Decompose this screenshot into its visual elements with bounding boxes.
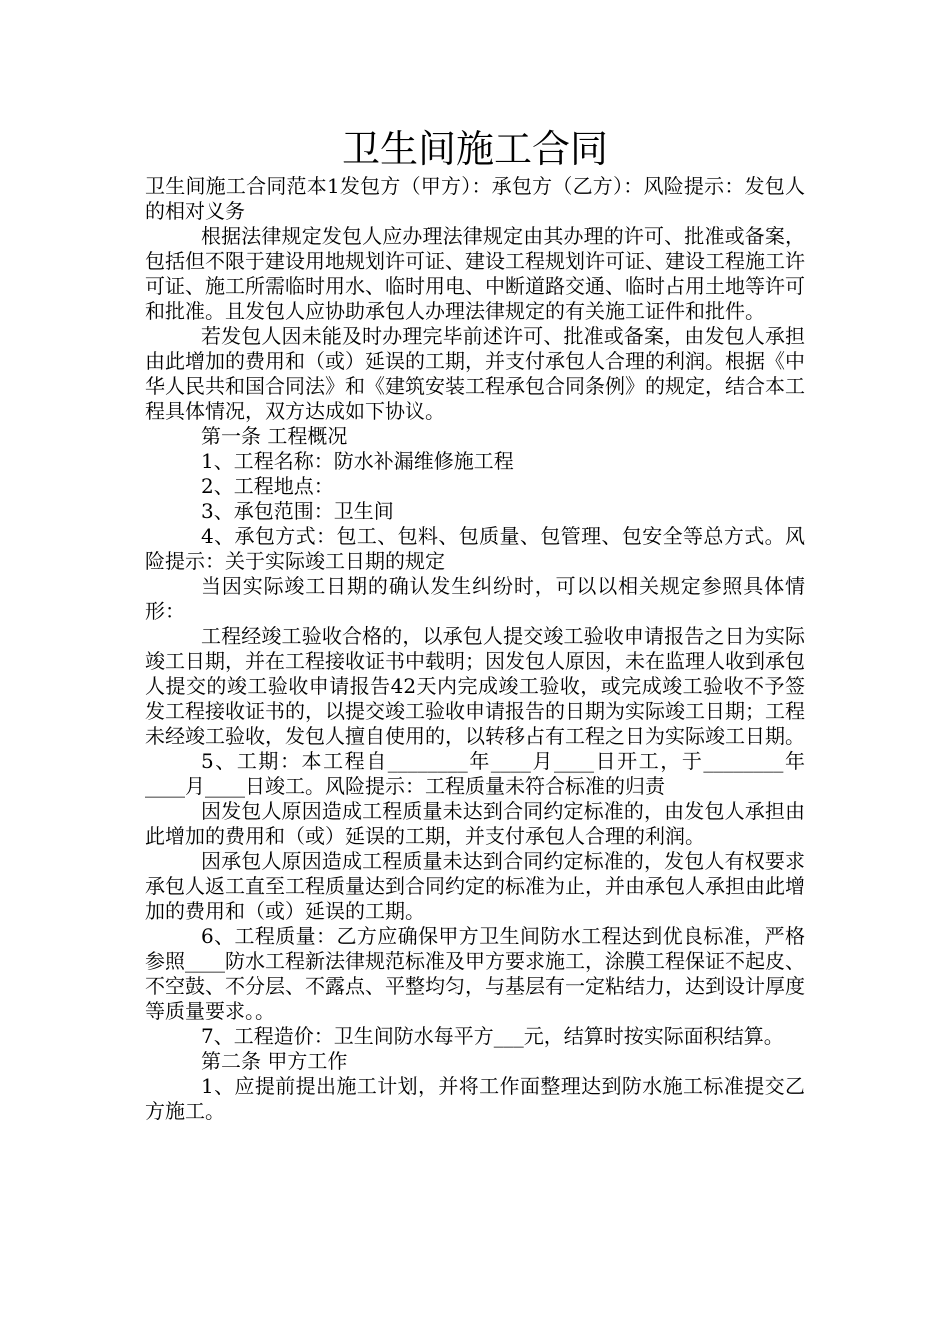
article-2-heading: 第二条 甲方工作 <box>201 1049 348 1073</box>
clause-project-name: 1、工程名称：防水补漏维修施工程 <box>201 449 514 473</box>
clause-contract-scope: 3、承包范围：卫生间 <box>201 499 394 523</box>
paragraph-intro: 卫生间施工合同范本1发包方（甲方）：承包方（乙方）：风险提示：发包人的相对义务 <box>145 174 805 223</box>
document-title: 卫生间施工合同 <box>341 127 608 171</box>
article-1-heading: 第一条 工程概况 <box>201 424 348 448</box>
paragraph-contractor-fault: 因承包人原因造成工程质量未达到合同约定标准的，发包人有权要求承包人返工直至工程质量达到合同约定的标准为止，并由承包人承担由此增加的费用和（或）延误的工期。 <box>145 849 805 923</box>
clause-quality: 6、工程质量：乙方应确保甲方卫生间防水工程达到优良标准，严格参照____防水工程新法律规范标准及甲方要求施工，涂膜工程保证不起皮、不空鼓、不分层、不露点、平整均匀，与基层有一定粘结力，达到设计厚度等质量要求。。 <box>145 924 805 1023</box>
clause-price: 7、工程造价：卫生间防水每平方___元，结算时按实际面积结算。 <box>201 1024 784 1048</box>
clause-party-a-duty-1: 1、应提前提出施工计划，并将工作面整理达到防水施工标准提交乙方施工。 <box>145 1074 805 1123</box>
document-body <box>145 174 805 1124</box>
paragraph-delay-liability: 若发包人因未能及时办理完毕前述许可、批准或备案，由发包人承担由此增加的费用和（或）延误的工期，并支付承包人合理的利润。根据《中华人民共和国合同法》和《建筑安装工程承包合同条例》的规定，结合本工程具体情况，双方达成如下协议。 <box>145 324 805 423</box>
clause-schedule: 5、工期：本工程自________年____月____日开工，于________年____月____日竣工。风险提示：工程质量未符合标准的归责 <box>145 749 805 798</box>
paragraph-employer-fault: 因发包人原因造成工程质量未达到合同约定标准的，由发包人承担由此增加的费用和（或）延误的工期，并支付承包人合理的利润。 <box>145 799 805 848</box>
paragraph-completion-date-rules: 工程经竣工验收合格的，以承包人提交竣工验收申请报告之日为实际竣工日期，并在工程接收证书中载明；因发包人原因，未在监理人收到承包人提交的竣工验收申请报告42天内完成竣工验收，或完成竣工验收不予签发工程接收证书的，以提交竣工验收申请报告的日期为实际竣工日期；工程未经竣工验收，发包人擅自使用的，以转移占有工程之日为实际竣工日期。 <box>145 624 805 748</box>
paragraph-permits: 根据法律规定发包人应办理法律规定由其办理的许可、批准或备案，包括但不限于建设用地规划许可证、建设工程规划许可证、建设工程施工许可证、施工所需临时用水、临时用电、中断道路交通、临时占用土地等许可和批准。且发包人应协助承包人办理法律规定的有关施工证件和批件。 <box>145 224 805 323</box>
clause-contract-method: 4、承包方式：包工、包料、包质量、包管理、包安全等总方式。风险提示：关于实际竣工日期的规定 <box>145 524 805 573</box>
clause-project-location: 2、工程地点： <box>201 474 334 498</box>
paragraph-completion-dispute: 当因实际竣工日期的确认发生纠纷时，可以以相关规定参照具体情形： <box>145 574 805 623</box>
